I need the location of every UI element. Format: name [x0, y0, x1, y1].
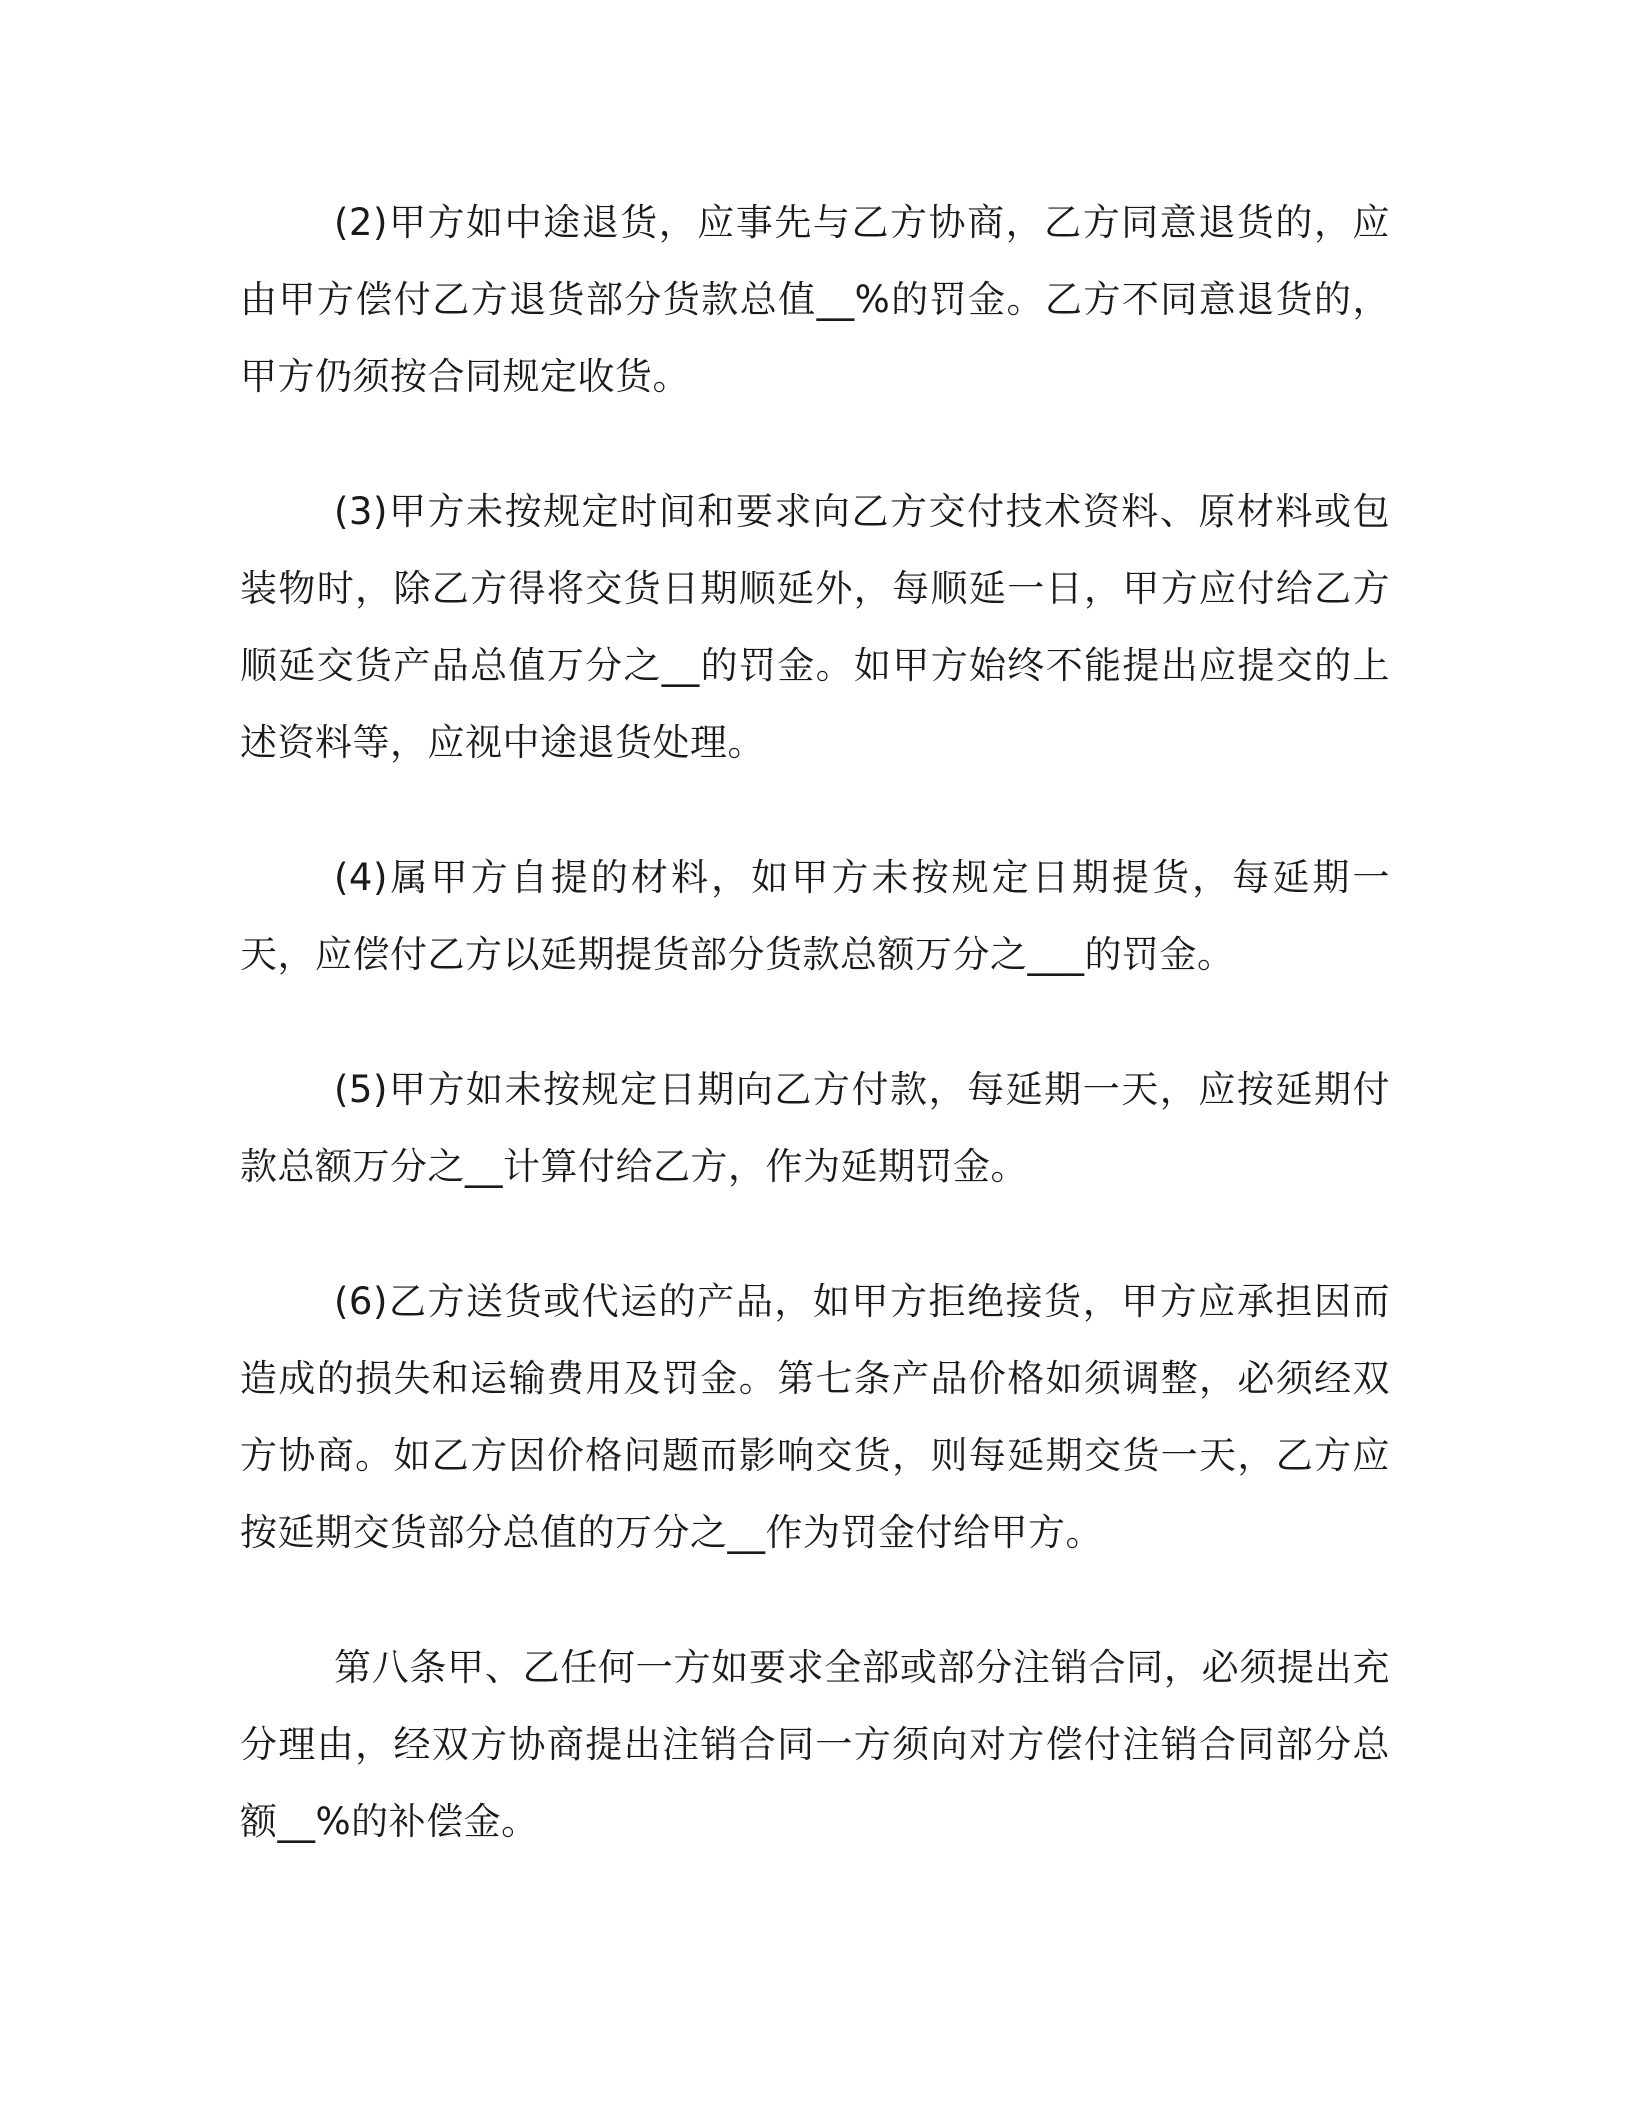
document-body — [240, 184, 1390, 1860]
clause-3-paragraph: (3)甲方未按规定时间和要求向乙方交付技术资料、原材料或包装物时，除乙方得将交货日期顺延外，每顺延一日，甲方应付给乙方顺延交货产品总值万分之__的罚金。如甲方始终不能提出应提交的上述资料等，应视中途退货处理。 — [240, 490, 1390, 764]
clause-6-paragraph: (6)乙方送货或代运的产品，如甲方拒绝接货，甲方应承担因而造成的损失和运输费用及罚金。第七条产品价格如须调整，必须经双方协商。如乙方因价格问题而影响交货，则每延期交货一天，乙方应按延期交货部分总值的万分之__作为罚金付给甲方。 — [240, 1280, 1390, 1554]
article-8-paragraph: 第八条甲、乙任何一方如要求全部或部分注销合同，必须提出充分理由，经双方协商提出注销合同一方须向对方偿付注销合同部分总额__%的补偿金。 — [240, 1646, 1390, 1843]
clause-2-paragraph: (2)甲方如中途退货，应事先与乙方协商，乙方同意退货的，应由甲方偿付乙方退货部分货款总值__%的罚金。乙方不同意退货的，甲方仍须按合同规定收货。 — [240, 201, 1390, 398]
clause-5-paragraph: (5)甲方如未按规定日期向乙方付款，每延期一天，应按延期付款总额万分之__计算付给乙方，作为延期罚金。 — [240, 1068, 1390, 1188]
clause-4-paragraph: (4)属甲方自提的材料，如甲方未按规定日期提货，每延期一天，应偿付乙方以延期提货部分货款总额万分之___的罚金。 — [240, 856, 1390, 976]
